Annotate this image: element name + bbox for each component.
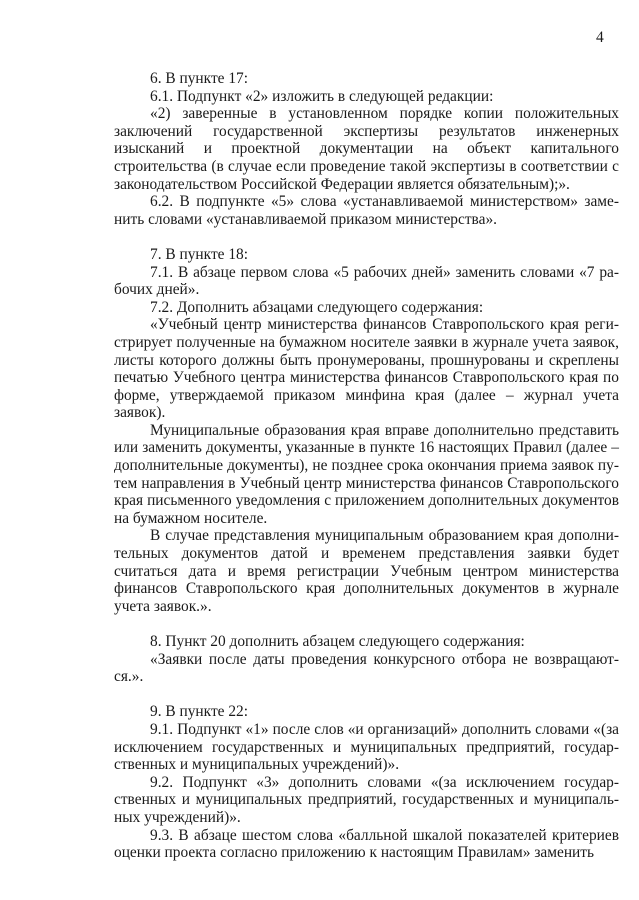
paragraph-7-heading: 7. В пункте 18: — [150, 245, 249, 263]
paragraph-9-heading: 9. В пункте 22: — [150, 703, 249, 721]
paragraph-9-1: 9.1. Подпункт «1» после слов «и организаций» дополнить словами «(за исключением государственных и муниципальных предприятий, государственных и муниципальных учреждений)». — [114, 720, 619, 774]
paragraph-7-2: 7.2. Дополнить абзацами следующего содержания: — [150, 298, 484, 316]
paragraph-7-1: 7.1. В абзаце первом слова «5 рабочих дней» заменить словами «7 рабочих дней». — [114, 263, 619, 299]
paragraph-7-2-quote-3: В случае представления муниципальным образованием края дополнительных документов датой и временем представления заявки будет считаться дата и время регистрации Учебным центром министерства финансов Ставропольского края дополнительных документов в журнале учета заявок.». — [114, 527, 619, 615]
paragraph-6-1: 6.1. Подпункт «2» изложить в следующей редакции: — [150, 87, 494, 105]
paragraph-6-heading: 6. В пункте 17: — [150, 70, 249, 87]
paragraph-6-1-quote: «2) заверенные в установленном порядке копии положительных заключений государственной экспертизы результатов инженерных изысканий и проектной документации на объект капитального строительства (в случае если проведение такой экспертизы в соответствии с законодательством Российской Федерации является обязательным);». — [114, 105, 619, 193]
paragraph-7-2-quote-1: «Учебный центр министерства финансов Ставропольского края регистрирует полученные на бумажном носителе заявки в журнале учета заявок, листы которого должны быть пронумерованы, прошнурованы и скреплены печатью Учебного центра министерства финансов Ставропольского края по форме, утверждаемой приказом минфина края (далее – журнал учета заявок). — [114, 316, 619, 422]
document-body — [114, 70, 619, 862]
paragraph-7-2-quote-2: Муниципальные образования края вправе дополнительно представить или заменить документы, указанные в пункте 16 настоящих Правил (далее – дополнительные документы), не позднее срока окончания приема заявок путем направления в Учебный центр министерства финансов Ставропольского края письменного уведомления с приложением дополнительных документов на бумажном носителе. — [114, 421, 619, 527]
paragraph-spacer — [114, 228, 619, 246]
paragraph-spacer — [114, 686, 619, 704]
paragraph-9-3: 9.3. В абзаце шестом слова «балльной шкалой показателей критериев оценки проекта согласно приложению к настоящим Правилам» заменить — [114, 826, 619, 862]
paragraph-6-2: 6.2. В подпункте «5» слова «устанавливаемой министерством» заменить словами «устанавливаемой приказом министерства». — [114, 193, 619, 228]
paragraph-9-2: 9.2. Подпункт «3» дополнить словами «(за исключением государственных и муниципальных предприятий, государственных и муниципальных учреждений)». — [114, 773, 619, 826]
paragraph-8-heading: 8. Пункт 20 дополнить абзацем следующего содержания: — [150, 633, 525, 650]
paragraph-8-quote: «Заявки после даты проведения конкурсного отбора не возвращаются.». — [114, 650, 619, 686]
paragraph-spacer — [114, 615, 619, 633]
page-number: 4 — [596, 29, 604, 46]
